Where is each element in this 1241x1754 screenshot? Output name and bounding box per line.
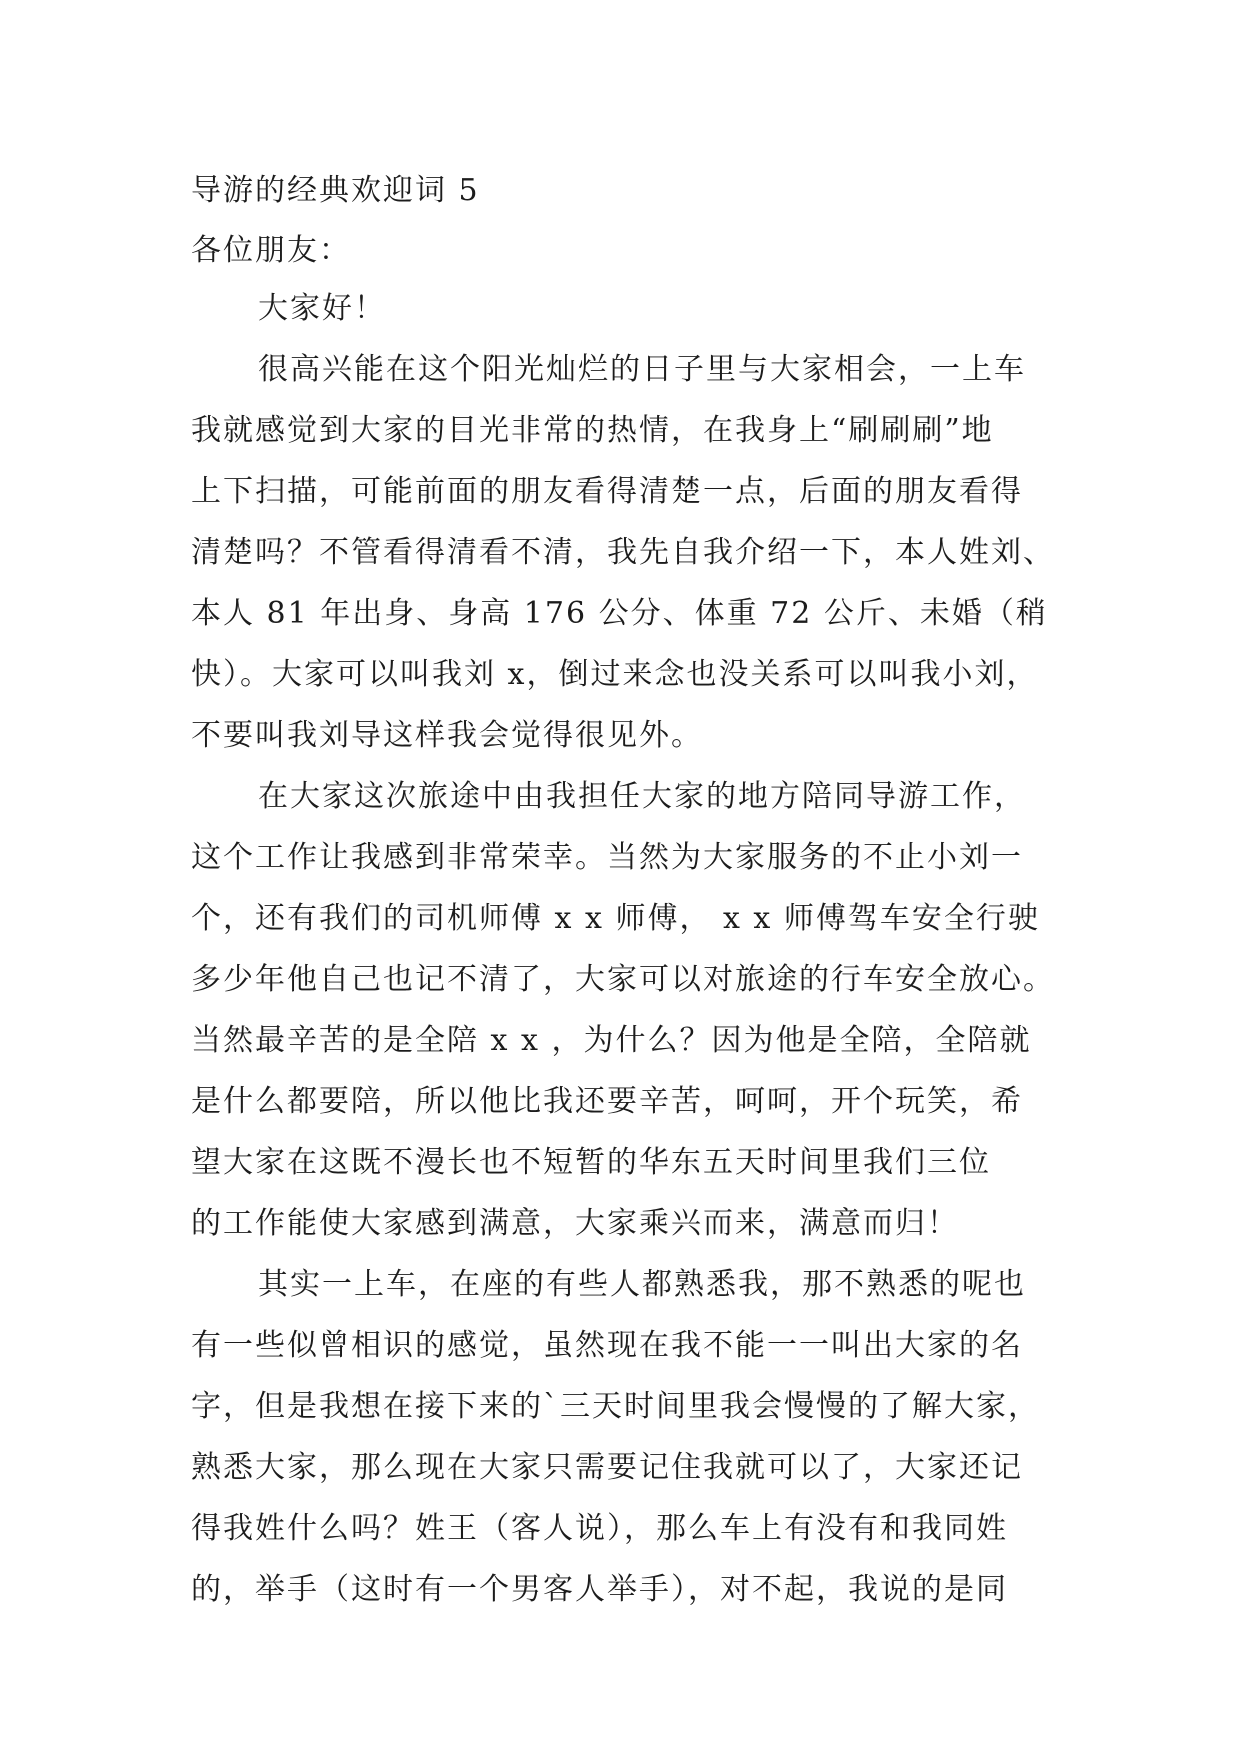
- paragraph-line: 上下扫描，可能前面的朋友看得清楚一点，后面的朋友看得: [191, 474, 1023, 509]
- paragraph-1: [191, 339, 1055, 766]
- paragraph-line: 有一些似曾相识的感觉，虽然现在我不能一一叫出大家的名: [191, 1328, 1023, 1363]
- paragraph-3: [191, 1254, 1051, 1620]
- greeting: 大家好！: [258, 291, 386, 326]
- paragraph-line: 的工作能使大家感到满意，大家乘兴而来，满意而归！: [191, 1206, 959, 1241]
- paragraph-line: 快）。大家可以叫我刘 x，倒过来念也没关系可以叫我小刘，: [191, 657, 1039, 692]
- paragraph-line: 我就感觉到大家的目光非常的热情，在我身上“刷刷刷”地: [191, 413, 994, 448]
- paragraph-line: 本人 81 年出身、身高 176 公分、体重 72 公斤、未婚（稍: [191, 596, 1048, 631]
- document-body: [191, 160, 1055, 1620]
- paragraph-line: 字，但是我想在接下来的`三天时间里我会慢慢的了解大家，: [191, 1389, 1040, 1424]
- paragraph-line: 望大家在这既不漫长也不短暂的华东五天时间里我们三位: [191, 1145, 991, 1180]
- document-title: 导游的经典欢迎词 5: [191, 173, 480, 208]
- paragraph-2: [191, 766, 1055, 1254]
- paragraph-line: 很高兴能在这个阳光灿烂的日子里与大家相会，一上车: [258, 352, 1026, 387]
- paragraph-line: 是什么都要陪，所以他比我还要辛苦，呵呵，开个玩笑，希: [191, 1084, 1023, 1119]
- paragraph-line: 不要叫我刘导这样我会觉得很见外。: [191, 718, 703, 753]
- paragraph-line: 得我姓什么吗？姓王（客人说），那么车上有没有和我同姓: [191, 1511, 1008, 1546]
- paragraph-line: 其实一上车，在座的有些人都熟悉我，那不熟悉的呢也: [258, 1267, 1026, 1302]
- paragraph-line: 的，举手（这时有一个男客人举手），对不起，我说的是同: [191, 1572, 1008, 1607]
- paragraph-line: 在大家这次旅途中由我担任大家的地方陪同导游工作，: [258, 779, 1026, 814]
- paragraph-line: 熟悉大家，那么现在大家只需要记住我就可以了，大家还记: [191, 1450, 1023, 1485]
- paragraph-line: 清楚吗？不管看得清看不清，我先自我介绍一下，本人姓刘、: [191, 535, 1055, 570]
- paragraph-line: 多少年他自己也记不清了，大家可以对旅途的行车安全放心。: [191, 962, 1055, 997]
- paragraph-line: 这个工作让我感到非常荣幸。当然为大家服务的不止小刘一: [191, 840, 1023, 875]
- paragraph-line: 个，还有我们的司机师傅 x x 师傅， x x 师傅驾车安全行驶: [191, 901, 1040, 936]
- paragraph-line: 当然最辛苦的是全陪 x x ，为什么？因为他是全陪，全陪就: [191, 1023, 1032, 1058]
- salutation: 各位朋友：: [191, 233, 351, 268]
